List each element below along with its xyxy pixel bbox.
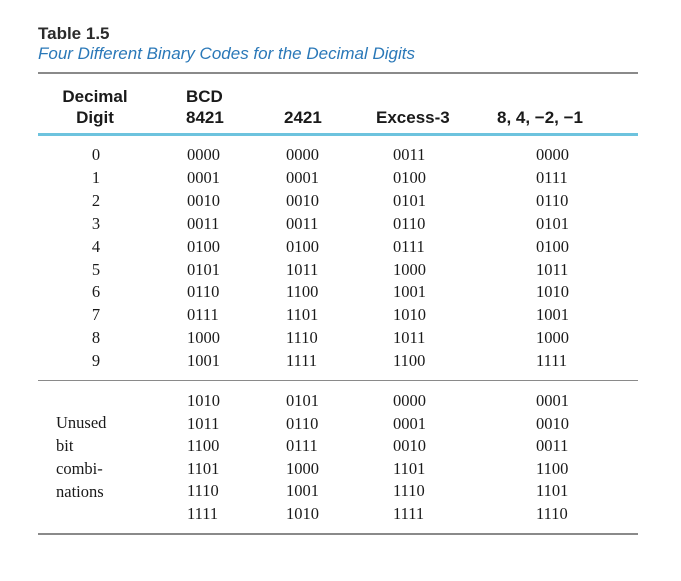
excess-3-cell: 0100 — [393, 168, 426, 187]
excess-3-cell: 1011 — [393, 328, 426, 347]
neg-weighted-cell: 1111 — [536, 351, 568, 370]
code-2421-cell: 0100 — [286, 237, 319, 256]
bcd-cell: 0010 — [187, 191, 220, 210]
excess-3-cell: 1100 — [393, 351, 426, 370]
excess-3-cell: 1001 — [393, 282, 426, 301]
digit-cell: 2 — [91, 191, 101, 210]
digit-cell: 7 — [91, 305, 101, 324]
header-bcd — [186, 86, 224, 128]
bcd-cell: 0011 — [187, 214, 220, 233]
digit-cell: 6 — [91, 282, 101, 301]
unused-2421-cell: 1001 — [286, 481, 319, 500]
header-bcd-line2: 8421 — [186, 108, 224, 127]
unused-neg-weighted-cell: 1101 — [536, 481, 569, 500]
header-bcd-line1: BCD — [186, 87, 223, 106]
unused-neg-weighted-cell: 0011 — [536, 436, 569, 455]
neg-weighted-cell: 0100 — [536, 237, 569, 256]
digit-cell: 8 — [91, 328, 101, 347]
unused-bcd-cell: 1011 — [187, 414, 220, 433]
unused-label-line: bit — [56, 436, 74, 455]
digit-cell: 5 — [91, 260, 101, 279]
unused-excess-3-cell: 0010 — [393, 436, 426, 455]
excess-3-cell: 0101 — [393, 191, 426, 210]
bcd-cell: 0000 — [187, 145, 220, 164]
table-title: Four Different Binary Codes for the Decimal Digits — [38, 44, 415, 63]
bcd-cell: 1001 — [187, 351, 220, 370]
code-2421-cell: 0001 — [286, 168, 319, 187]
bcd-cell: 0001 — [187, 168, 220, 187]
digit-cell: 4 — [91, 237, 101, 256]
middle-rule — [38, 380, 638, 381]
bcd-cell: 0110 — [187, 282, 220, 301]
code-2421-cell: 0000 — [286, 145, 319, 164]
neg-weighted-cell: 1010 — [536, 282, 569, 301]
unused-bcd-cell: 1111 — [187, 504, 219, 523]
unused-excess-3-cell: 1111 — [393, 504, 425, 523]
digit-cell: 3 — [91, 214, 101, 233]
unused-neg-weighted-cell: 1110 — [536, 504, 568, 523]
unused-label-line: nations — [56, 482, 104, 501]
code-2421-cell: 0010 — [286, 191, 319, 210]
unused-2421-cell: 0110 — [286, 414, 319, 433]
code-2421-cell: 1101 — [286, 305, 319, 324]
neg-weighted-cell: 1011 — [536, 260, 569, 279]
excess-3-cell: 0110 — [393, 214, 426, 233]
bcd-cell: 0100 — [187, 237, 220, 256]
neg-weighted-cell: 0111 — [536, 168, 568, 187]
digit-cell: 0 — [91, 145, 101, 164]
neg-weighted-cell: 1000 — [536, 328, 569, 347]
digit-cell: 9 — [91, 351, 101, 370]
bcd-cell: 0101 — [187, 260, 220, 279]
unused-neg-weighted-cell: 0001 — [536, 391, 569, 410]
excess-3-cell: 1010 — [393, 305, 426, 324]
unused-neg-weighted-cell: 0010 — [536, 414, 569, 433]
neg-weighted-cell: 0101 — [536, 214, 569, 233]
unused-excess-3-cell: 0001 — [393, 414, 426, 433]
header-excess-3: Excess-3 — [376, 108, 450, 127]
code-2421-cell: 1110 — [286, 328, 318, 347]
code-2421-cell: 1011 — [286, 260, 319, 279]
header-2421: 2421 — [284, 108, 322, 127]
unused-label-line: combi- — [56, 459, 103, 478]
unused-excess-3-cell: 1110 — [393, 481, 425, 500]
unused-bcd-cell: 1010 — [187, 391, 220, 410]
excess-3-cell: 0011 — [393, 145, 426, 164]
code-2421-cell: 0011 — [286, 214, 319, 233]
digit-cell: 1 — [91, 168, 101, 187]
code-2421-cell: 1100 — [286, 282, 319, 301]
neg-weighted-cell: 0110 — [536, 191, 569, 210]
unused-neg-weighted-cell: 1100 — [536, 459, 569, 478]
unused-excess-3-cell: 1101 — [393, 459, 426, 478]
unused-excess-3-cell: 0000 — [393, 391, 426, 410]
neg-weighted-cell: 1001 — [536, 305, 569, 324]
unused-2421-cell: 1000 — [286, 459, 319, 478]
excess-3-cell: 0111 — [393, 237, 425, 256]
bottom-rule — [38, 533, 638, 535]
unused-bcd-cell: 1110 — [187, 481, 219, 500]
unused-2421-cell: 1010 — [286, 504, 319, 523]
header-neg-weighted: 8, 4, −2, −1 — [497, 108, 584, 127]
unused-bcd-cell: 1101 — [187, 459, 220, 478]
top-rule — [38, 72, 638, 74]
unused-bcd-cell: 1100 — [187, 436, 220, 455]
unused-label-line: Unused — [56, 413, 107, 432]
excess-3-cell: 1000 — [393, 260, 426, 279]
unused-2421-cell: 0111 — [286, 436, 318, 455]
bcd-cell: 1000 — [187, 328, 220, 347]
neg-weighted-cell: 0000 — [536, 145, 569, 164]
header-decimal-line1: Decimal — [62, 87, 128, 106]
code-2421-cell: 1111 — [286, 351, 318, 370]
header-rule — [38, 133, 638, 136]
table-label: Table 1.5 — [38, 24, 110, 43]
bcd-cell: 0111 — [187, 305, 219, 324]
header-decimal-digit — [50, 86, 140, 128]
header-decimal-line2: Digit — [76, 108, 114, 127]
unused-2421-cell: 0101 — [286, 391, 319, 410]
